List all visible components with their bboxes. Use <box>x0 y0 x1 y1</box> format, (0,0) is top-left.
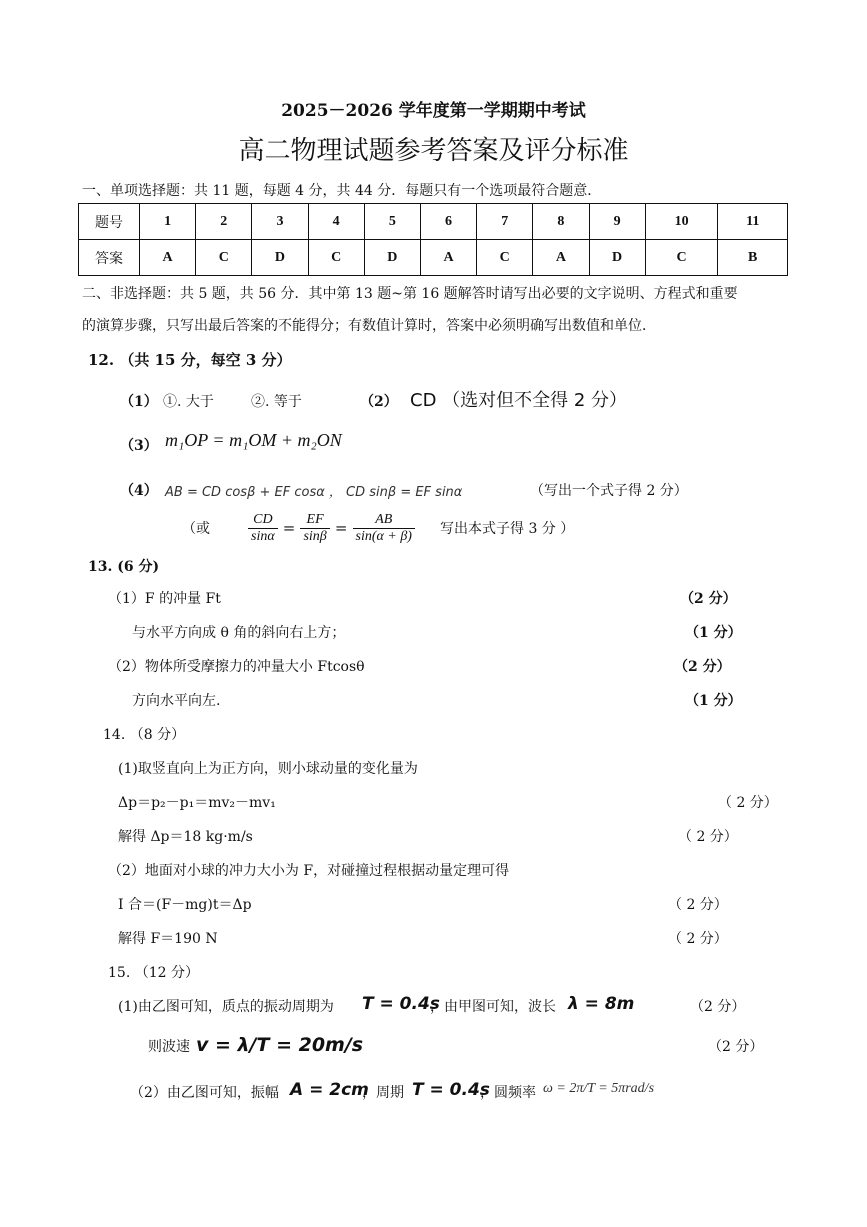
fraction-cd-sina: $\frac{CD}{\sin\alpha}$ <box>248 512 278 545</box>
q12-part2-label: （2） <box>360 394 398 410</box>
q15-line3-omega: ω = 2π/T = 5πrad/s <box>543 1081 655 1096</box>
question-number: 3 <box>252 204 308 240</box>
q12-part2-answer: CD （选对但不全得 2 分） <box>410 390 628 411</box>
answer-cell: B <box>718 240 788 276</box>
q15-line1-period: T = 0.4s <box>362 994 440 1014</box>
q13-line1-score: （2 分） <box>680 591 737 607</box>
q14-line5: I 合＝(F－mg)t＝Δp <box>118 897 252 913</box>
q12-part3-label: （3） <box>120 438 158 454</box>
q12-alt-equation: $\frac{CD}{\sin\alpha}$ = $\frac{EF}{\sin\beta}$ = $\frac{AB}{\sin(\alpha + \beta)}$ <box>248 512 415 545</box>
q12-part4-formula: AB = CD cosβ + EF cosα ， CD sinβ = EF sinα <box>165 485 463 500</box>
answer-cell: D <box>364 240 420 276</box>
q15-line1-text-b: ，由甲图可知，波长 <box>430 999 556 1015</box>
question-number: 5 <box>364 204 420 240</box>
q14-line5-score: （ 2 分） <box>668 897 728 913</box>
answer-row <box>79 240 788 276</box>
question-number: 9 <box>589 204 645 240</box>
fraction-ab-sinab: $\frac{AB}{\sin(\alpha + \beta)}$ <box>353 512 415 545</box>
question-row-label: 题号 <box>79 204 140 240</box>
q14-line6-score: （ 2 分） <box>668 931 728 947</box>
question-number: 2 <box>196 204 252 240</box>
exam-title: 2025－2026 学年度第一学期期中考试 <box>281 101 586 121</box>
section2-intro-line2: 的演算步骤，只写出最后答案的不能得分；有数值计算时，答案中必须明确写出数值和单位． <box>82 318 656 334</box>
q15-line3-period: T = 0.4s <box>412 1080 490 1100</box>
q14-line3: 解得 Δp＝18 kg·m/s <box>118 829 253 845</box>
q13-header: 13. (6 分) <box>88 559 160 575</box>
q15-line3-amplitude: A = 2cm <box>290 1080 369 1100</box>
q15-header: 15. （12 分） <box>108 965 199 981</box>
q13-line1: （1）F 的冲量 Ft <box>108 591 221 607</box>
answer-table <box>78 203 788 276</box>
answer-cell: A <box>533 240 589 276</box>
answer-cell: C <box>645 240 718 276</box>
answer-cell: C <box>308 240 364 276</box>
answer-cell: D <box>589 240 645 276</box>
answer-row-label: 答案 <box>79 240 140 276</box>
q15-line2-velocity: v = λ/T = 20m/s <box>196 1034 364 1056</box>
q13-line2-score: （1 分） <box>685 625 742 641</box>
q15-line1-wavelength: λ = 8m <box>568 994 635 1014</box>
answer-cell: A <box>420 240 476 276</box>
question-number: 8 <box>533 204 589 240</box>
question-number: 11 <box>718 204 788 240</box>
q12-alt-open: （或 <box>182 521 210 537</box>
q12-part1-answer-b: ②. 等于 <box>251 394 302 410</box>
answer-cell: C <box>477 240 533 276</box>
answer-cell: D <box>252 240 308 276</box>
q13-line4-score: （1 分） <box>685 693 742 709</box>
q14-line4: （2）地面对小球的冲力大小为 F，对碰撞过程根据动量定理可得 <box>108 863 510 879</box>
q12-part1-label: （1） <box>120 394 158 410</box>
q14-line3-score: （ 2 分） <box>678 829 738 845</box>
question-number: 7 <box>477 204 533 240</box>
q13-line2: 与水平方向成 θ 角的斜向右上方； <box>132 625 346 641</box>
q15-line3-text-a: （2）由乙图可知，振幅 <box>130 1085 279 1101</box>
q12-header: 12. （共 15 分，每空 3 分） <box>88 351 292 369</box>
q14-line2: Δp＝p₂－p₁＝mv₂－mv₁ <box>118 795 276 811</box>
section2-intro-line1: 二、非选择题：共 5 题，共 56 分．其中第 13 题~第 16 题解答时请写出必要的文字说明、方程式和重要 <box>82 286 738 302</box>
q15-line1-text-a: (1)由乙图可知，质点的振动周期为 <box>118 999 334 1015</box>
answer-cell: A <box>140 240 196 276</box>
q13-line4: 方向水平向左. <box>132 693 221 709</box>
question-number: 6 <box>420 204 476 240</box>
q15-line3-text-c: ，圆频率 <box>480 1085 536 1101</box>
q15-line3-text-b: ，周期 <box>362 1085 404 1101</box>
question-number: 10 <box>645 204 718 240</box>
q13-line3: （2）物体所受摩擦力的冲量大小 Ftcosθ <box>108 659 365 675</box>
question-number: 1 <box>140 204 196 240</box>
q15-line1-score: （2 分） <box>690 999 746 1015</box>
q14-line1: (1)取竖直向上为正方向，则小球动量的变化量为 <box>118 761 418 777</box>
section1-intro: 一、单项选择题：共 11 题，每题 4 分，共 44 分．每题只有一个选项最符合题意． <box>82 183 602 199</box>
q14-line2-score: （ 2 分） <box>718 795 778 811</box>
fraction-ef-sinb: $\frac{EF}{\sin\beta}$ <box>300 512 329 545</box>
q15-line2-text: 则波速 <box>148 1039 190 1055</box>
document-title: 高二物理试题参考答案及评分标准 <box>238 136 629 166</box>
question-number: 4 <box>308 204 364 240</box>
q12-alt-note: 写出本式子得 3 分 ） <box>440 521 575 537</box>
q13-line3-score: （2 分） <box>674 659 731 675</box>
q12-part1-answer-a: ①. 大于 <box>163 394 214 410</box>
q12-part4-note: （写出一个式子得 2 分） <box>530 483 688 499</box>
q14-line6: 解得 F＝190 N <box>118 931 218 947</box>
q14-header: 14. （8 分） <box>103 727 186 743</box>
answer-cell: C <box>196 240 252 276</box>
q12-part3-formula: m₁OP = m₁OM + m₂ON <box>165 430 342 450</box>
question-number-row <box>79 204 788 240</box>
q15-line2-score: （2 分） <box>708 1039 764 1055</box>
q12-part4-label: （4） <box>120 483 158 499</box>
